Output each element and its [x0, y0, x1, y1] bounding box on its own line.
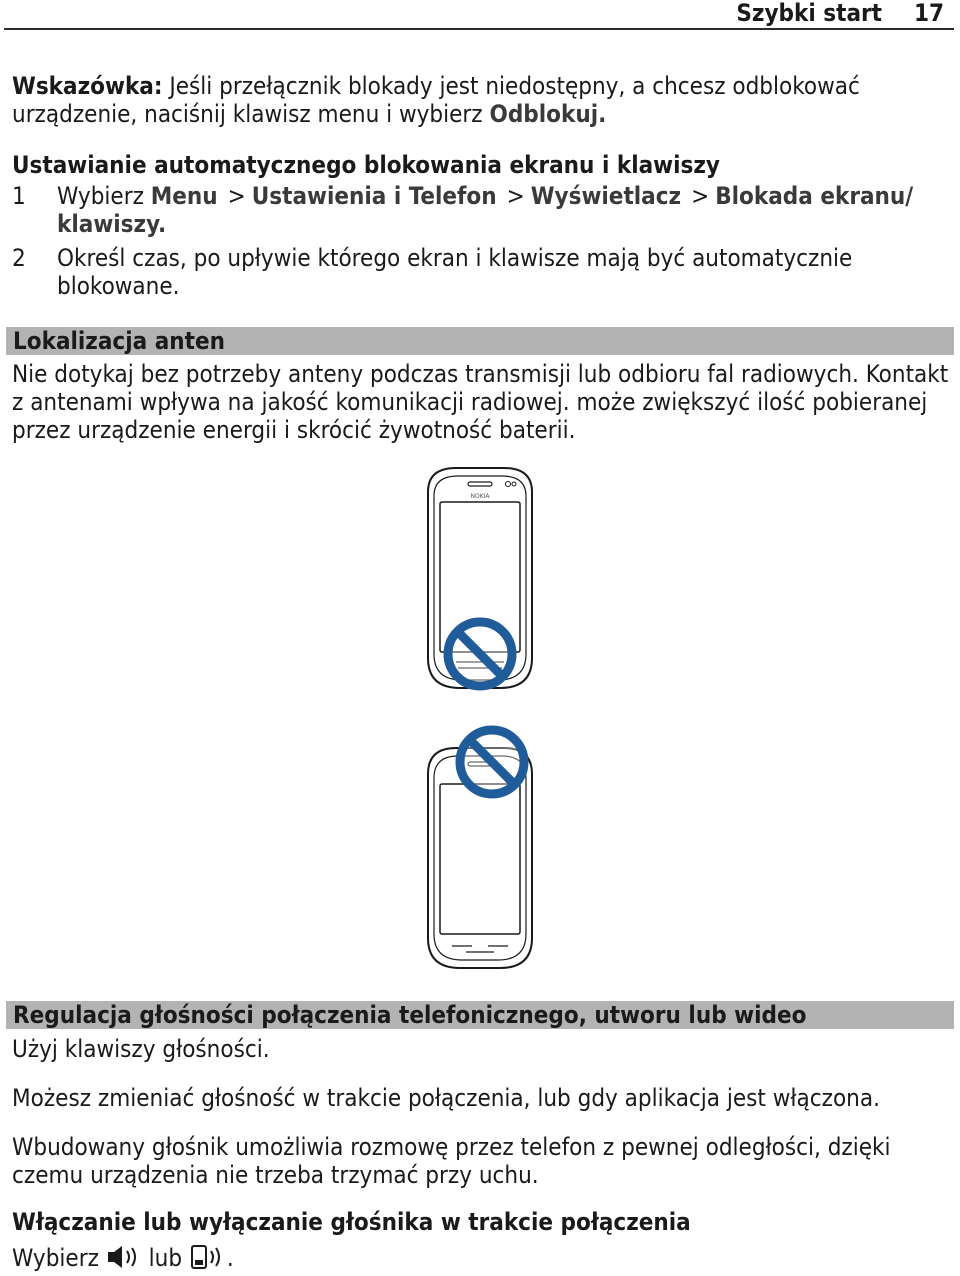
path-separator: >	[506, 182, 525, 210]
step2-line2: blokowane.	[57, 272, 180, 300]
phone-brand: NOKIA	[470, 493, 490, 500]
section-title: Szybki start	[736, 0, 882, 27]
handset-icon	[189, 1244, 227, 1270]
step-number: 1	[12, 182, 26, 210]
antenna-line1: Nie dotykaj bez potrzeby anteny podczas transmisji lub odbioru fal radiowych. Kontakt	[12, 360, 949, 388]
tip-period: .	[598, 100, 607, 128]
tip-label: Wskazówka:	[12, 72, 163, 100]
select-or: lub	[148, 1244, 183, 1272]
antenna-heading-bar	[6, 327, 954, 355]
path-separator: >	[227, 182, 246, 210]
menu-path-display: Wyświetlacz	[530, 182, 682, 210]
step-1	[12, 182, 952, 242]
volume-p3-line1: Wbudowany głośnik umożliwia rozmowę przez telefon z pewnej odległości, dzięki	[12, 1133, 891, 1161]
no-touch-sign	[448, 622, 512, 686]
volume-heading-bar	[6, 1001, 954, 1029]
step1-pre: Wybierz	[57, 182, 144, 210]
select-pre: Wybierz	[12, 1244, 99, 1272]
volume-p3-line2: czemu urządzenia nie trzeba trzymać przy uchu.	[12, 1161, 539, 1189]
phone-illustration-top-antenna	[400, 722, 560, 972]
speaker-heading: Włączanie lub wyłączanie głośnika w trakcie połączenia	[12, 1208, 691, 1236]
volume-heading: Regulacja głośności połączenia telefonicznego, utworu lub wideo	[13, 1001, 807, 1029]
step-2	[12, 244, 952, 304]
tip-line2: urządzenie, naciśnij klawisz menu i wybierz	[12, 100, 483, 128]
volume-p3	[12, 1133, 952, 1189]
path-separator: >	[691, 182, 710, 210]
volume-p1: Użyj klawiszy głośności.	[12, 1035, 270, 1063]
tip-paragraph	[12, 72, 952, 128]
header-rule	[4, 28, 954, 30]
select-end: .	[226, 1244, 234, 1272]
step-number: 2	[12, 244, 26, 272]
step1-end: .	[157, 210, 167, 238]
no-touch-sign	[460, 730, 524, 794]
step2-line1: Określ czas, po upływie którego ekran i klawisze mają być automatycznie	[57, 244, 853, 272]
menu-path-settings: Ustawienia i Telefon	[251, 182, 497, 210]
page-header	[0, 0, 960, 30]
unlock-option: Odblokuj	[489, 100, 599, 128]
loudspeaker-icon	[106, 1244, 142, 1270]
antenna-heading: Lokalizacja anten	[13, 327, 225, 355]
volume-p2: Możesz zmieniać głośność w trakcie połączenia, lub gdy aplikacja jest włączona.	[12, 1084, 880, 1112]
autolock-heading: Ustawianie automatycznego blokowania ekranu i klawiszy	[12, 151, 720, 179]
page-number: 17	[913, 0, 944, 27]
menu-path-menu: Menu	[150, 182, 218, 210]
menu-path-lock-cont: klawiszy	[57, 210, 158, 238]
antenna-line3: przez urządzenie energii i skrócić żywotność baterii.	[12, 416, 576, 444]
phone-illustration-bottom-antenna	[400, 462, 560, 694]
menu-path-lock: Blokada ekranu/	[715, 182, 914, 210]
speaker-instruction	[12, 1244, 952, 1272]
tip-line1: Jeśli przełącznik blokady jest niedostępny, a chcesz odblokować	[169, 72, 860, 100]
antenna-line2: z antenami wpływa na jakość komunikacji radiowej. może zwiększyć ilość pobieranej	[12, 388, 928, 416]
antenna-paragraph	[12, 360, 952, 444]
